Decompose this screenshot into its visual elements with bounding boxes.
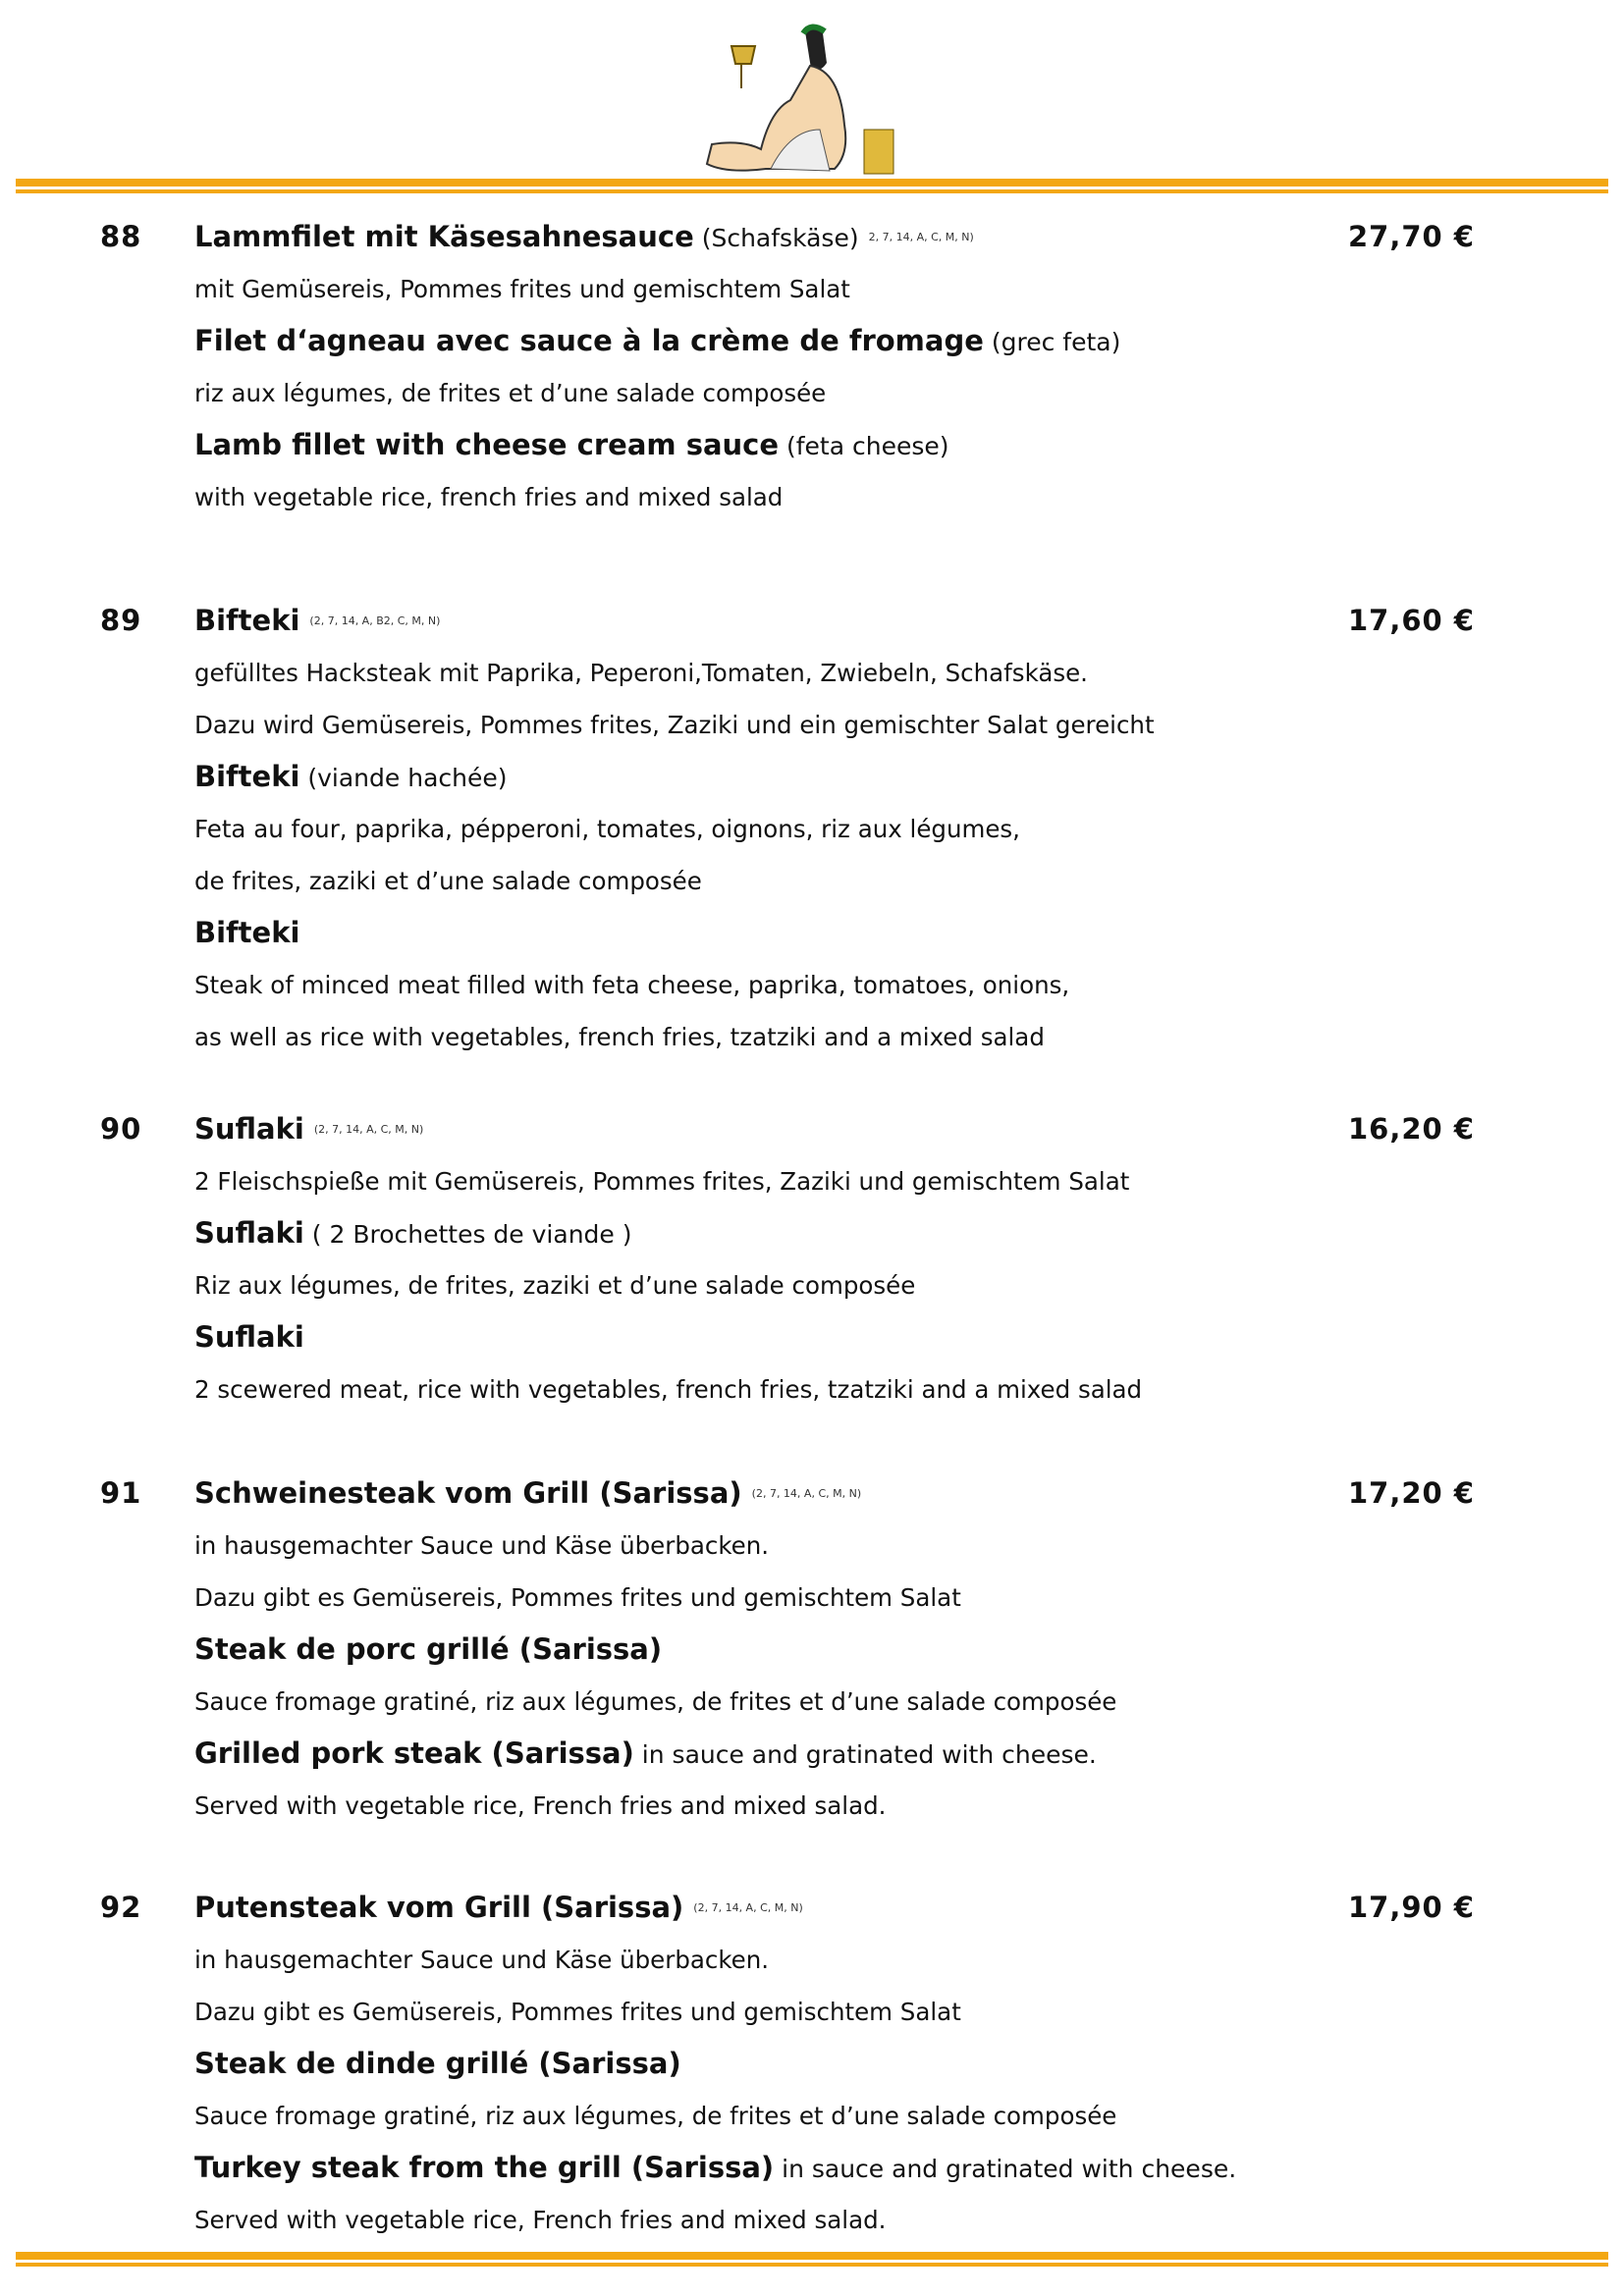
item-line: [194, 419, 1120, 471]
item-line: [194, 263, 1120, 315]
item-line: [194, 595, 1155, 647]
item-line: [194, 1986, 1236, 2038]
dish-name: Steak de porc grillé (Sarissa): [194, 1632, 663, 1666]
dish-name: Turkey steak from the grill (Sarissa): [194, 2151, 775, 2184]
top-rule-thick: [16, 179, 1608, 187]
item-line: [194, 1882, 1236, 1934]
item-price: 17,90 €: [1347, 1891, 1475, 1924]
dish-description: (feta cheese): [779, 432, 949, 460]
item-line: [194, 1259, 1142, 1311]
dish-description: Dazu gibt es Gemüsereis, Pommes frites und gemischtem Salat: [194, 1998, 961, 2026]
dish-name: Suflaki: [194, 1216, 304, 1250]
dish-description: in sauce and gratinated with cheese.: [774, 2155, 1237, 2183]
item-line: [194, 907, 1155, 959]
item-line: [194, 1363, 1142, 1415]
dish-description: in hausgemachter Sauce und Käse überbacken.: [194, 1946, 770, 1974]
bottom-rule-thick: [16, 2252, 1608, 2260]
item-line: [194, 855, 1155, 907]
dish-name: Bifteki: [194, 604, 300, 637]
item-line: [194, 1103, 1142, 1155]
top-rule-thin: [16, 189, 1608, 193]
dish-description: Steak of minced meat filled with feta cheese, paprika, tomatoes, onions,: [194, 971, 1070, 999]
greek-god-logo-icon: [687, 22, 947, 179]
item-line: [194, 2038, 1236, 2090]
dish-description: as well as rice with vegetables, french fries, tzatziki and a mixed salad: [194, 1023, 1045, 1051]
item-number: 91: [100, 1476, 142, 1510]
dish-name: Bifteki: [194, 760, 300, 793]
item-line: [194, 471, 1120, 523]
dish-name: Lammfilet mit Käsesahnesauce: [194, 220, 694, 253]
allergen-codes: (2, 7, 14, A, B2, C, M, N): [309, 614, 441, 627]
dish-description: mit Gemüsereis, Pommes frites und gemischtem Salat: [194, 275, 850, 303]
dish-description: Riz aux légumes, de frites, zaziki et d’une salade composée: [194, 1271, 916, 1300]
item-number: 92: [100, 1891, 142, 1924]
item-line: [194, 1934, 1236, 1986]
item-line: [194, 1207, 1142, 1259]
item-number: 88: [100, 220, 142, 253]
dish-name: Steak de dinde grillé (Sarissa): [194, 2047, 681, 2080]
item-line: [194, 315, 1120, 367]
dish-name: Suflaki: [194, 1112, 304, 1146]
item-line: [194, 1624, 1116, 1676]
item-line: [194, 751, 1155, 803]
item-line: [194, 211, 1120, 263]
dish-description: de frites, zaziki et d’une salade composée: [194, 867, 702, 895]
dish-name: Putensteak vom Grill (Sarissa): [194, 1891, 684, 1924]
allergen-codes: (2, 7, 14, A, C, M, N): [693, 1901, 803, 1914]
item-price: 27,70 €: [1347, 220, 1475, 253]
dish-description: Sauce fromage gratiné, riz aux légumes, de frites et d’une salade composée: [194, 1687, 1117, 1716]
dish-name: Filet d‘agneau avec sauce à la crème de fromage: [194, 324, 984, 357]
dish-description: riz aux légumes, de frites et d’une salade composée: [194, 379, 827, 407]
item-line: [194, 1155, 1142, 1207]
dish-name: Schweinesteak vom Grill (Sarissa): [194, 1476, 742, 1510]
allergen-codes: 2, 7, 14, A, C, M, N): [868, 231, 974, 243]
item-line: [194, 1572, 1116, 1624]
dish-description: gefülltes Hacksteak mit Paprika, Peperoni,Tomaten, Zwiebeln, Schafskäse.: [194, 659, 1088, 687]
dish-name: Suflaki: [194, 1320, 304, 1354]
dish-description: 2 scewered meat, rice with vegetables, french fries, tzatziki and a mixed salad: [194, 1375, 1143, 1404]
item-line: [194, 959, 1155, 1011]
item-line: [194, 1676, 1116, 1728]
dish-description: (Schafskäse): [693, 224, 859, 252]
dish-description: Feta au four, paprika, pépperoni, tomates, oignons, riz aux légumes,: [194, 815, 1020, 843]
item-line: [194, 1011, 1155, 1063]
item-price: 17,20 €: [1347, 1476, 1475, 1510]
item-line: [194, 1311, 1142, 1363]
dish-description: (viande hachée): [299, 764, 508, 792]
item-line: [194, 803, 1155, 855]
item-line: [194, 699, 1155, 751]
item-line: [194, 1520, 1116, 1572]
dish-name: Bifteki: [194, 916, 300, 949]
item-number: 90: [100, 1112, 142, 1146]
dish-description: in hausgemachter Sauce und Käse überbacken.: [194, 1531, 770, 1560]
allergen-codes: (2, 7, 14, A, C, M, N): [313, 1123, 424, 1136]
dish-description: (grec feta): [983, 328, 1121, 356]
item-line: [194, 367, 1120, 419]
allergen-codes: (2, 7, 14, A, C, M, N): [751, 1487, 862, 1500]
dish-name: Lamb fillet with cheese cream sauce: [194, 428, 780, 461]
dish-name: Grilled pork steak (Sarissa): [194, 1736, 634, 1770]
dish-description: ( 2 Brochettes de viande ): [303, 1220, 632, 1249]
item-number: 89: [100, 604, 142, 637]
dish-description: Served with vegetable rice, French fries and mixed salad.: [194, 2206, 887, 2234]
bottom-rule-thin: [16, 2263, 1608, 2267]
dish-description: with vegetable rice, french fries and mixed salad: [194, 483, 784, 511]
item-line: [194, 1468, 1116, 1520]
item-line: [194, 1728, 1116, 1780]
item-price: 17,60 €: [1347, 604, 1475, 637]
item-line: [194, 2194, 1236, 2246]
item-line: [194, 647, 1155, 699]
dish-description: Served with vegetable rice, French fries and mixed salad.: [194, 1791, 887, 1820]
item-price: 16,20 €: [1347, 1112, 1475, 1146]
dish-description: Sauce fromage gratiné, riz aux légumes, de frites et d’une salade composée: [194, 2102, 1117, 2130]
dish-description: 2 Fleischspieße mit Gemüsereis, Pommes frites, Zaziki und gemischtem Salat: [194, 1167, 1130, 1196]
item-line: [194, 1780, 1116, 1832]
item-line: [194, 2142, 1236, 2194]
dish-description: Dazu gibt es Gemüsereis, Pommes frites und gemischtem Salat: [194, 1583, 961, 1612]
dish-description: Dazu wird Gemüsereis, Pommes frites, Zaziki und ein gemischter Salat gereicht: [194, 711, 1155, 739]
dish-description: in sauce and gratinated with cheese.: [633, 1740, 1097, 1769]
item-line: [194, 2090, 1236, 2142]
